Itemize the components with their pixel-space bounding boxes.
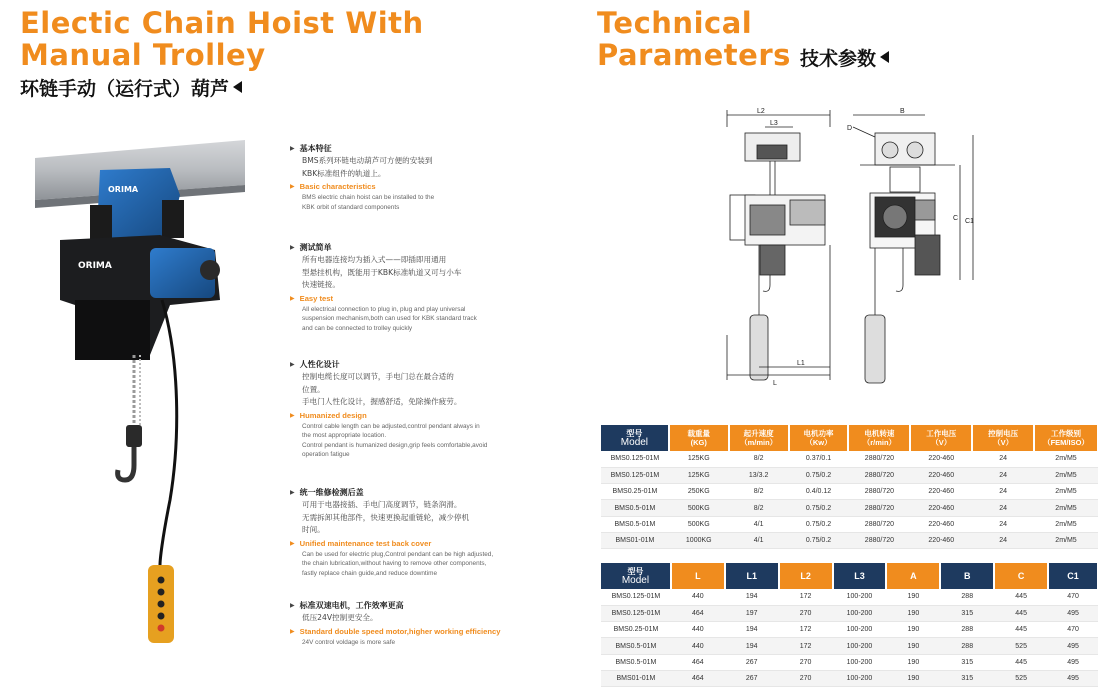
table-cell: 1000KG [669,532,729,548]
table-cell: 4/1 [729,532,789,548]
feature-en-heading: ▶ Humanized design [290,410,530,422]
table-cell: 500KG [669,516,729,532]
table-cell: 464 [671,605,725,621]
dim-label-l: L [773,380,777,387]
table-cell: 190 [886,654,940,670]
col-class-cn: 工作级别 [1051,429,1081,438]
table-cell: 270 [779,605,833,621]
feature-maintenance [290,486,530,578]
table-cell: 500KG [669,500,729,516]
col-rpm-cn: 电机转速 [864,429,895,438]
feature-en-text: 24V control voldage is more safe [302,638,396,646]
col-rpm [848,425,910,451]
table-header-row [601,563,1098,589]
table-cell: 2m/M5 [1034,532,1098,548]
table-cell: 2880/720 [848,500,910,516]
product-title-cn [20,74,242,101]
col-rpm-en: （r/min） [862,438,897,447]
table-cell: BMS0.5-01M [601,638,671,654]
col-c1: C1 [1048,563,1098,589]
table-cell: BMS0.25-01M [601,622,671,638]
table-cell: 470 [1048,622,1098,638]
control-cable [160,300,177,565]
col-model-en: Model [620,437,649,448]
table-cell: 172 [779,638,833,654]
table-cell: 100-200 [833,622,887,638]
table-cell: 190 [886,622,940,638]
col-power-en: （Kw） [805,438,832,447]
table-cell: 100-200 [833,589,887,605]
col-model-cn: 型号 [626,429,643,438]
feature-cn-text: BMS系列环链电动葫芦可方便的安装到 KBK标准组件的轨道上。 [302,156,433,178]
col-load [669,425,729,451]
feature-en-text: All electrical connection to plug in, plug and play universal suspension mechanism,both can used for KBK standard track and can be connected to trolley quickly [302,305,477,332]
dim-label-c: C [953,215,959,222]
table-cell: 100-200 [833,670,887,686]
col-power-cn: 电机功率 [803,429,834,438]
feature-en-text: Control cable length can be adjusted,control pendant always in the most appropriate location. Control pendant is humanized design,grip feels comfortable,avoid operation fatigue [302,422,488,458]
product-title-line-1: Electic Chain Hoist With [20,6,424,40]
table-cell: 13/3.2 [729,467,789,483]
table-cell: 525 [994,670,1048,686]
dim-label-l3: L3 [770,120,778,127]
col-c: C [994,563,1048,589]
table-cell: 2880/720 [848,484,910,500]
table-cell: 8/2 [729,500,789,516]
table-cell: 2m/M5 [1034,484,1098,500]
table-row [601,516,1098,532]
col-voltage-cn: 工作电压 [926,429,957,438]
col-a: A [886,563,940,589]
table-row [601,605,1098,621]
col-speed-cn: 起升速度 [743,429,774,438]
table-cell: BMS01-01M [601,670,671,686]
table-cell: 190 [886,605,940,621]
table-cell: 267 [725,670,779,686]
table-row [601,670,1098,686]
feature-en-heading: ▶ Standard double speed motor,higher working efficiency [290,626,530,638]
table-header-row [601,425,1098,451]
table-cell: 495 [1048,605,1098,621]
feature-basic [290,142,530,212]
table-cell: 0.4/0.12 [789,484,849,500]
table-cell: 172 [779,622,833,638]
col-model [601,563,671,589]
table-cell: 525 [994,638,1048,654]
table-cell: 125KG [669,467,729,483]
table-cell: BMS0.125-01M [601,589,671,605]
table-cell: 24 [972,532,1034,548]
table-row [601,638,1098,654]
table-cell: 194 [725,589,779,605]
col-b: B [940,563,994,589]
col-l1: L1 [725,563,779,589]
spec-table-dimensions [601,563,1099,687]
col-control-voltage-en: （V） [993,438,1014,447]
table-cell: 2m/M5 [1034,451,1098,467]
feature-cn-heading: ▶ 测试简单 [290,241,530,254]
table-cell: 2880/720 [848,532,910,548]
table-cell: 220-460 [910,532,972,548]
feature-en-heading: ▶ Unified maintenance test back cover [290,538,530,550]
table-cell: 315 [940,670,994,686]
feature-cn-heading: ▶ 人性化设计 [290,358,530,371]
feature-cn-text: 可用于电器接插、手电门高度调节，链条润滑。 无需拆卸其他部件，快速更换起重链轮，减少停机 时间。 [302,500,470,534]
feature-en-text: BMS electric chain hoist can be installed to the KBK orbit of standard components [302,194,435,211]
table-cell: BMS0.25-01M [601,484,669,500]
col-class [1034,425,1098,451]
chain-hoist-image [30,140,260,660]
table-cell: 270 [779,654,833,670]
triangle-left-icon [880,51,889,63]
col-model-cn: 型号 [627,567,644,576]
table-cell: BMS0.125-01M [601,451,669,467]
table-cell: 464 [671,670,725,686]
table-cell: BMS0.5-01M [601,500,669,516]
table-cell: 2880/720 [848,451,910,467]
table-cell: 0.75/0.2 [789,500,849,516]
table-cell: 495 [1048,654,1098,670]
table-cell: 100-200 [833,605,887,621]
table-cell: 100-200 [833,654,887,670]
hoist-brand: ORIMA [78,261,112,271]
col-control-voltage-cn: 控制电压 [988,429,1019,438]
feature-cn-heading: ▶ 基本特征 [290,142,530,155]
table-cell: 8/2 [729,484,789,500]
table-cell: 0.75/0.2 [789,467,849,483]
table-cell: 464 [671,654,725,670]
table-row [601,500,1098,516]
feature-en-heading: ▶ Easy test [290,293,530,305]
table-cell: 197 [725,605,779,621]
feature-cn-text: 低压24V控制更安全。 [302,613,378,622]
feature-easy-test [290,241,530,333]
table-cell: 288 [940,589,994,605]
table-cell: 440 [671,589,725,605]
table-cell: 288 [940,622,994,638]
trolley-brand: ORIMA [108,185,139,194]
table-cell: 315 [940,654,994,670]
table-cell: 0.75/0.2 [789,532,849,548]
table-cell: 190 [886,589,940,605]
col-voltage-en: （V） [931,438,952,447]
table-cell: 190 [886,670,940,686]
table-cell: 194 [725,622,779,638]
col-model-en: Model [621,575,650,586]
feature-en-text: Can be used for electric plug,Control pendant can be high adjusted, the chain lubrication,without having to remove other components, fastly replace chain guide,and reduce downtime [302,550,494,577]
col-load-cn: 载重量 [687,429,710,438]
table-cell: 445 [994,622,1048,638]
col-speed-en: （m/min） [740,438,778,447]
spec-table-performance [601,425,1099,549]
table-cell: 100-200 [833,638,887,654]
table-cell: 190 [886,638,940,654]
hook-icon [118,447,134,480]
table-cell: 2m/M5 [1034,500,1098,516]
feature-cn-text: 控制电缆长度可以调节，手电门总在最合适的 位置。 手电门人性化设计，握感舒适，免除操作疲劳。 [302,372,462,406]
table-cell: 0.37/0.1 [789,451,849,467]
table-cell: 267 [725,654,779,670]
table-cell: 2880/720 [848,516,910,532]
col-l: L [671,563,725,589]
table-cell: 270 [779,670,833,686]
table-row [601,654,1098,670]
dim-label-c1: C1 [965,218,974,225]
feature-humanized [290,358,530,460]
table-cell: BMS01-01M [601,532,669,548]
table-cell: 2880/720 [848,467,910,483]
table-cell: 24 [972,500,1034,516]
table-cell: 220-460 [910,451,972,467]
feature-en-heading: ▶ Basic characteristics [290,181,530,193]
table-cell: 445 [994,654,1048,670]
table-cell: BMS0.5-01M [601,516,669,532]
dim-label-b: B [900,108,905,115]
product-title-line-2: Manual Trolley [20,38,266,72]
table-cell: 194 [725,638,779,654]
table-cell: 315 [940,605,994,621]
dimension-drawing [715,105,980,405]
table-cell: BMS0.125-01M [601,467,669,483]
col-power [789,425,849,451]
table-cell: 2m/M5 [1034,516,1098,532]
table-row [601,484,1098,500]
table-cell: 445 [994,605,1048,621]
col-load-en: (KG) [690,438,707,447]
table-cell: 470 [1048,589,1098,605]
table-cell: 24 [972,451,1034,467]
table-row [601,467,1098,483]
col-class-en: （FEM/ISO） [1043,438,1089,447]
feature-motor [290,599,530,647]
feature-cn-heading: ▶ 统一维修检测后盖 [290,486,530,499]
table-cell: 125KG [669,451,729,467]
table-cell: 440 [671,622,725,638]
section-title-line-2: Parameters [597,38,791,72]
table-cell: 0.75/0.2 [789,516,849,532]
table-cell: 24 [972,467,1034,483]
col-l3: L3 [833,563,887,589]
table-cell: 220-460 [910,467,972,483]
table-cell: BMS0.125-01M [601,605,671,621]
table-cell: 220-460 [910,500,972,516]
section-title-cn-text: 技术参数 [800,48,877,70]
table-row [601,451,1098,467]
col-l2: L2 [779,563,833,589]
table-cell: 288 [940,638,994,654]
col-model [601,425,669,451]
table-cell: 250KG [669,484,729,500]
table-cell: 4/1 [729,516,789,532]
feature-cn-heading: ▶ 标准双速电机，工作效率更高 [290,599,530,612]
table-cell: 220-460 [910,484,972,500]
table-cell: 24 [972,516,1034,532]
col-control-voltage [972,425,1034,451]
col-voltage [910,425,972,451]
table-row [601,589,1098,605]
col-speed [729,425,789,451]
table-cell: 220-460 [910,516,972,532]
product-title-cn-text: 环链手动（运行式）葫芦 [20,78,230,100]
table-row [601,622,1098,638]
table-cell: BMS0.5-01M [601,654,671,670]
section-title-cn [800,44,889,71]
table-cell: 172 [779,589,833,605]
table-cell: 8/2 [729,451,789,467]
dim-label-d: D [847,125,853,132]
table-cell: 2m/M5 [1034,467,1098,483]
feature-cn-text: 所有电器连接均为插入式——即插即用通用 型悬挂机构，既能用于KBK标准轨道又可与小车 快速链接。 [302,255,462,289]
table-cell: 495 [1048,670,1098,686]
dim-label-l2: L2 [757,108,765,115]
table-cell: 495 [1048,638,1098,654]
triangle-left-icon [233,81,242,93]
table-cell: 440 [671,638,725,654]
table-row [601,532,1098,548]
table-cell: 445 [994,589,1048,605]
dim-label-l1: L1 [797,360,805,367]
table-cell: 24 [972,484,1034,500]
section-title-line-1: Technical [597,6,753,40]
